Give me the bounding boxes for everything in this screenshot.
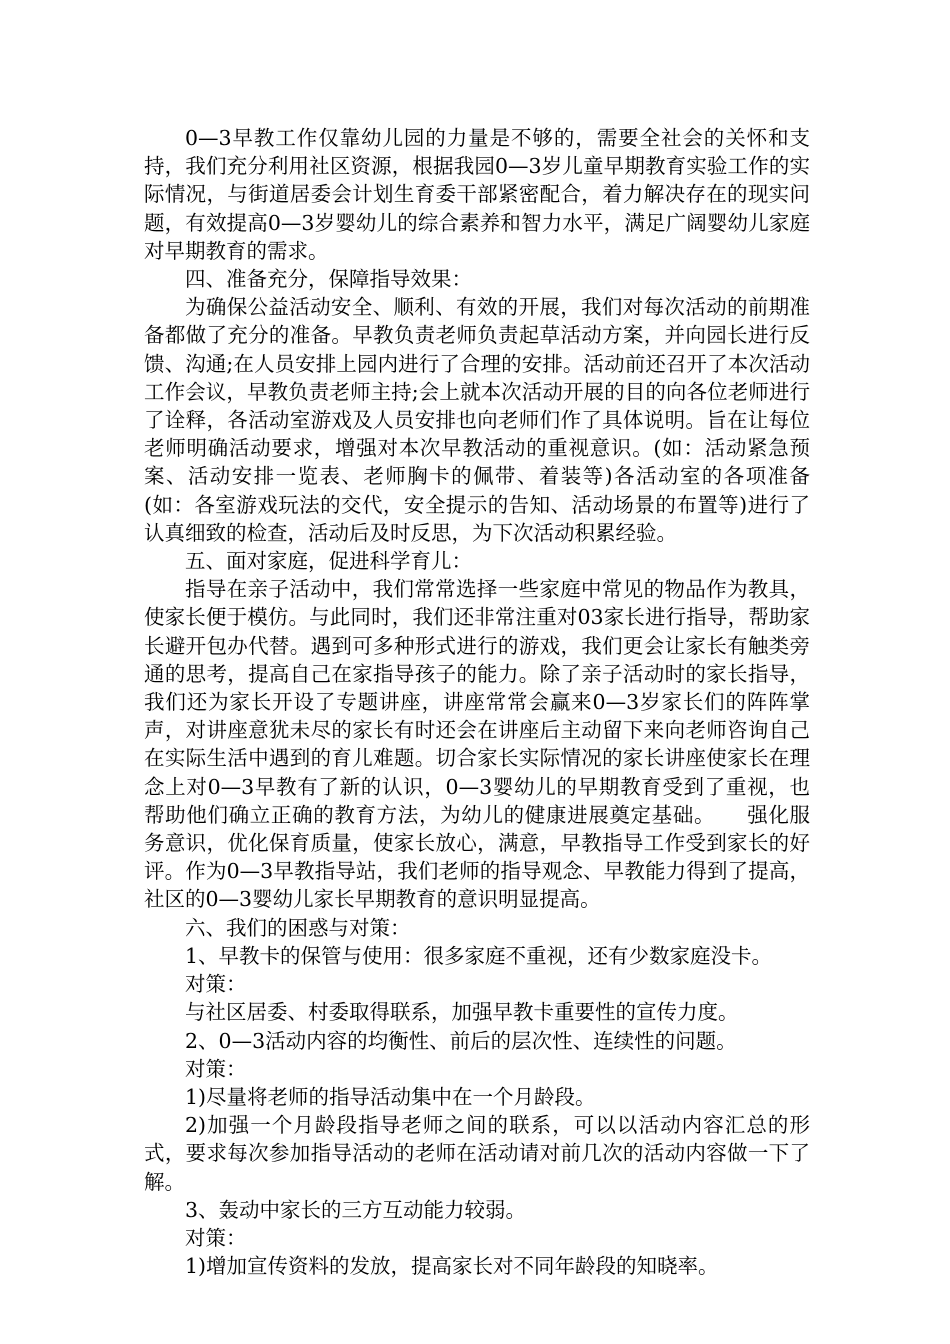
paragraph-family: 指导在亲子活动中，我们常常选择一些家庭中常见的物品作为教具，使家长便于模仿。与此同时，我们还非常注重对03家长进行指导，帮助家长避开包办代替。遇到可多种形式进行的游戏，我们更会让家长有触类旁通的思考，提高自己在家指导孩子的能力。除了亲子活动时的家长指导，我们还为家长开设了专题讲座，讲座常常会赢来0—3岁家长们的阵阵掌声，对讲座意犹未尽的家长有时还会在讲座后主动留下来向老师咨询自己在实际生活中遇到的育儿难题。切合家长实际情况的家长讲座使家长在理念上对0—3早教有了新的认识，0—3婴幼儿的早期教育受到了重视，也帮助他们确立正确的教育方法，为幼儿的健康进展奠定基础。 强化服务意识，优化保育质量，使家长放心，满意，早教指导工作受到家长的好评。作为0—3早教指导站，我们老师的指导观念、早教能力得到了提高，社区的0—3婴幼儿家长早期教育的意识明显提高。	[144, 577, 810, 912]
problem-item-2: 2、0—3活动内容的均衡性、前后的层次性、连续性的问题。	[185, 1028, 737, 1053]
paragraph-preparation: 为确保公益活动安全、顺利、有效的开展，我们对每次活动的前期准备都做了充分的准备。早教负责老师负责起草活动方案，并向园长进行反馈、沟通;在人员安排上园内进行了合理的安排。活动前还召开了本次活动工作会议，早教负责老师主持;会上就本次活动开展的目的向各位老师进行了诠释，各活动室游戏及人员安排也向老师们作了具体说明。旨在让每位老师明确活动要求，增强对本次早教活动的重视意识。(如：活动紧急预案、活动安排一览表、老师胸卡的佩带、着装等)各活动室的各项准备(如：各室游戏玩法的交代，安全提示的告知、活动场景的布置等)进行了认真细致的检查，活动后及时反思，为下次活动积累经验。	[144, 295, 810, 545]
section-heading-problems: 六、我们的困惑与对策：	[185, 915, 411, 940]
problem-item-3: 3、轰动中家长的三方互动能力较弱。	[185, 1197, 527, 1222]
countermeasure-label-3: 对策：	[185, 1225, 247, 1250]
document-body	[144, 124, 810, 1280]
section-heading-preparation: 四、准备充分，保障指导效果：	[185, 267, 472, 292]
section-heading-family: 五、面对家庭，促进科学育儿：	[185, 549, 472, 574]
countermeasure-2-2: 2)加强一个月龄段指导老师之间的联系，可以以活动内容汇总的形式，要求每次参加指导活动的老师在活动请对前几次的活动内容做一下了解。	[144, 1113, 810, 1194]
countermeasure-2-1: 1)尽量将老师的指导活动集中在一个月龄段。	[185, 1084, 596, 1109]
countermeasure-label-2: 对策：	[185, 1056, 247, 1081]
problem-item-1: 1、早教卡的保管与使用：很多家庭不重视，还有少数家庭没卡。	[185, 943, 773, 968]
paragraph-intro: 0—3早教工作仅靠幼儿园的力量是不够的，需要全社会的关怀和支持，我们充分利用社区资源，根据我园0—3岁儿童早期教育实验工作的实际情况，与街道居委会计划生育委干部紧密配合，着力解决存在的现实问题，有效提高0—3岁婴幼儿的综合素养和智力水平，满足广阔婴幼儿家庭对早期教育的需求。	[144, 126, 810, 263]
countermeasure-label-1: 对策：	[185, 972, 247, 997]
countermeasure-1: 与社区居委、村委取得联系，加强早教卡重要性的宣传力度。	[185, 1000, 739, 1025]
countermeasure-3-1: 1)增加宣传资料的发放，提高家长对不同年龄段的知晓率。	[185, 1254, 719, 1279]
